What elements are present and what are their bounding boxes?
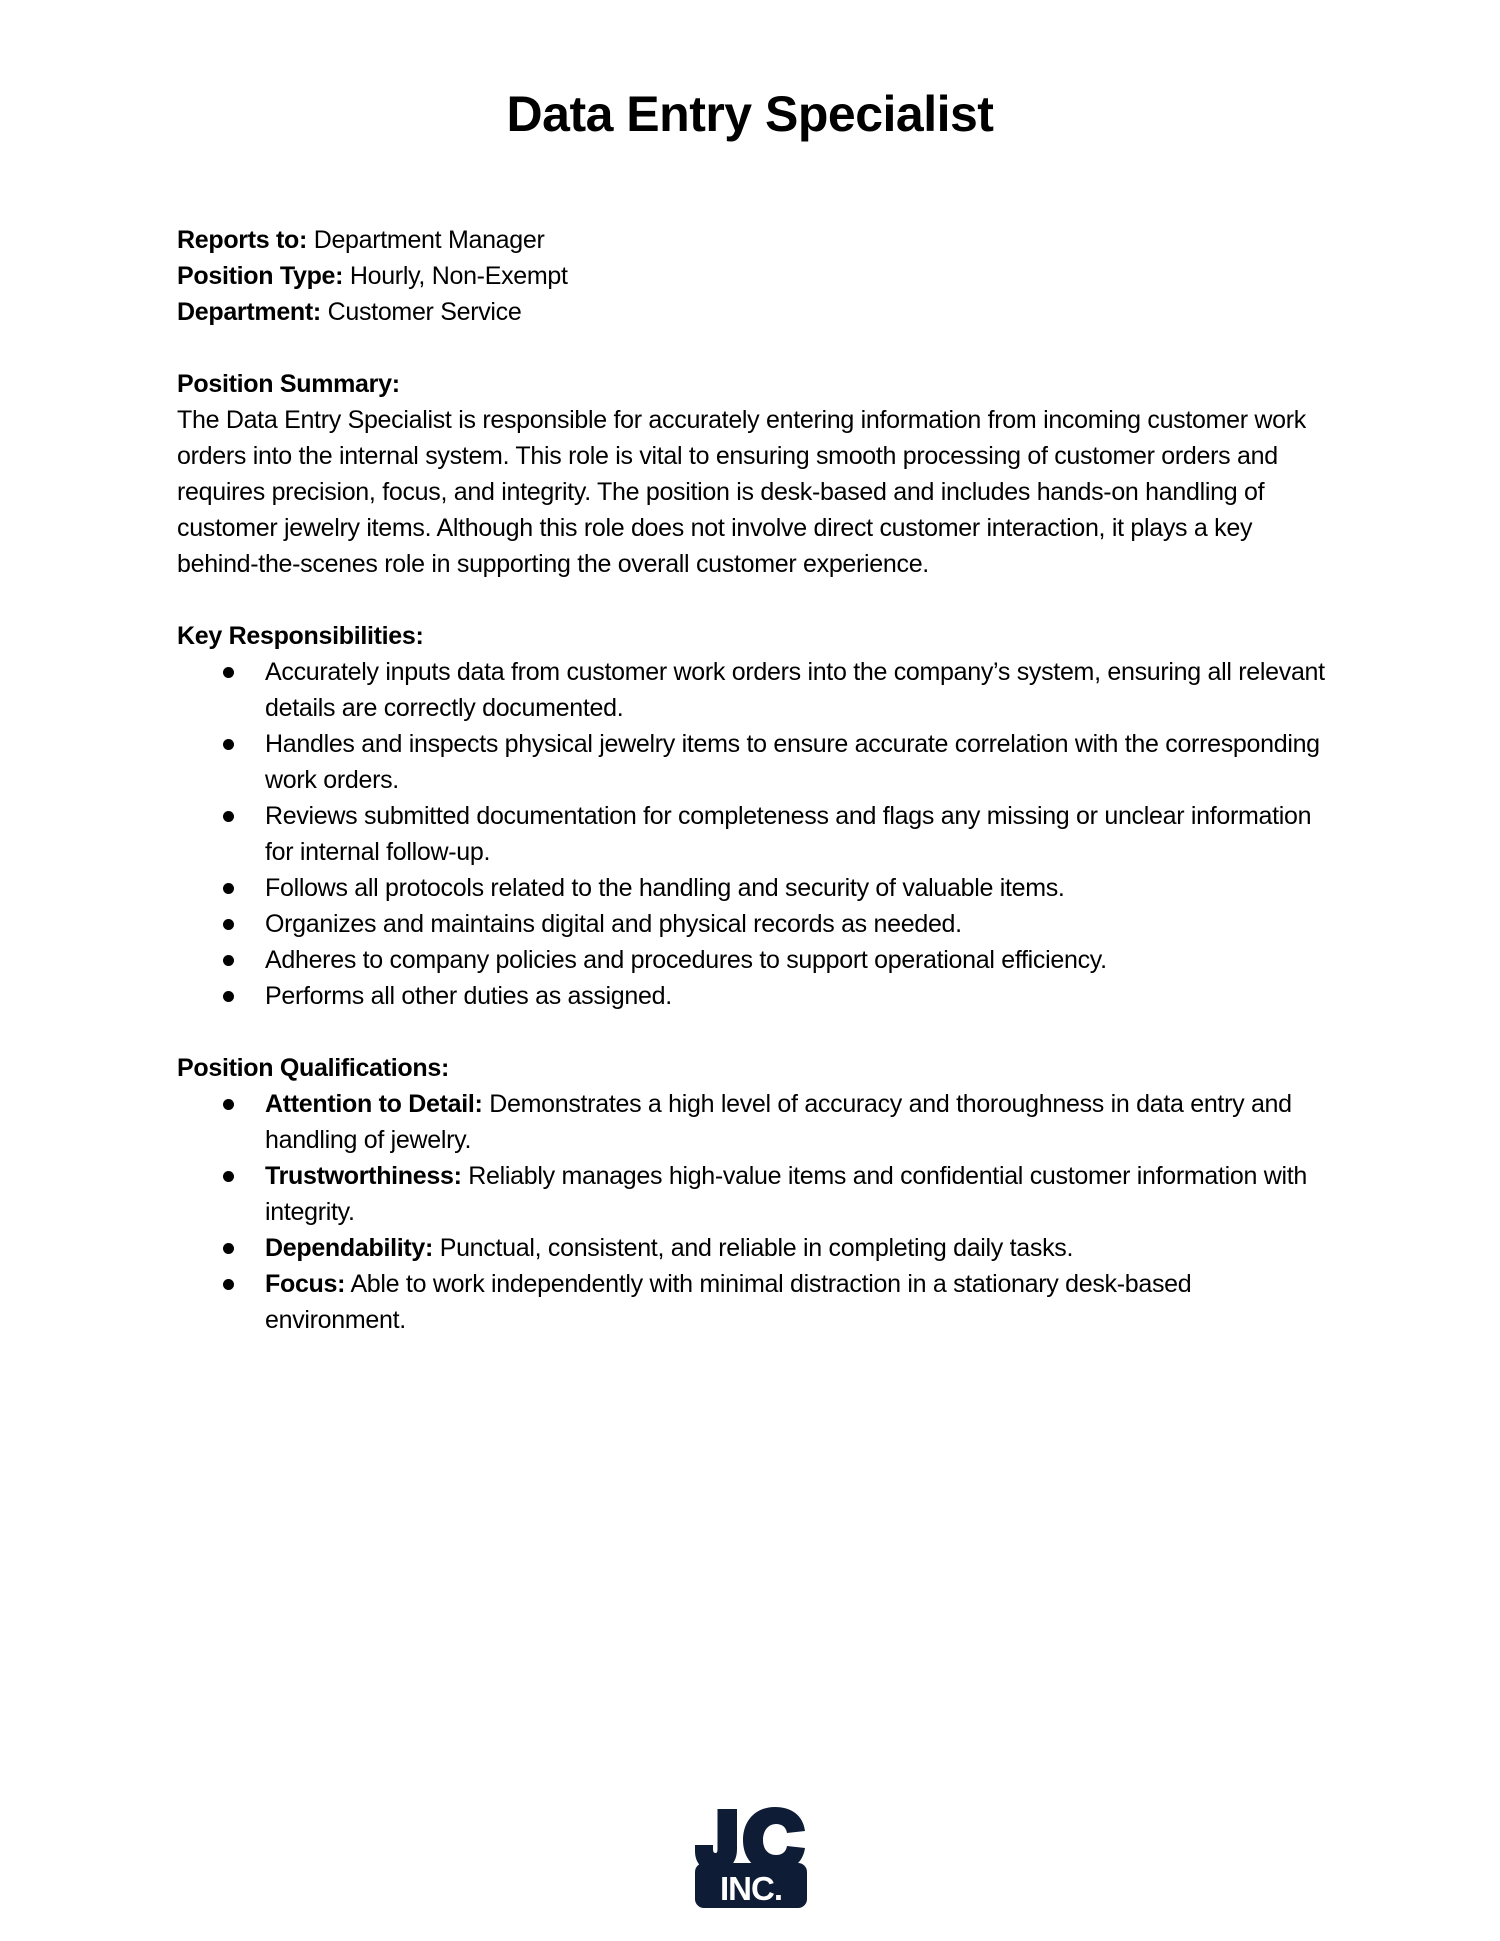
- bullet-icon: [223, 811, 234, 822]
- meta-position-type: [177, 258, 1327, 294]
- qualification-label: Dependability:: [265, 1234, 434, 1262]
- bullet-icon: [223, 1171, 234, 1182]
- list-item-text: Follows all protocols related to the handling and security of valuable items.: [265, 874, 1065, 902]
- qualification-text: Demonstrates a high level of accuracy and thoroughness in data entry and handling of jewelry.: [265, 1090, 1292, 1154]
- document-body: [177, 222, 1327, 1338]
- list-item: [177, 726, 1325, 798]
- list-item: [177, 1230, 1325, 1266]
- bullet-icon: [223, 739, 234, 750]
- meta-value: Customer Service: [327, 298, 522, 326]
- qualification-label: Focus:: [265, 1270, 346, 1298]
- list-item: [177, 1266, 1325, 1338]
- spacer: [177, 1014, 1327, 1050]
- list-item: [177, 1158, 1325, 1230]
- list-item-text: Handles and inspects physical jewelry items to ensure accurate correlation with the corresponding work orders.: [265, 730, 1320, 794]
- list-item: [177, 906, 1325, 942]
- spacer: [177, 330, 1327, 366]
- bullet-icon: [223, 667, 234, 678]
- bullet-icon: [223, 1243, 234, 1254]
- meta-label: Reports to:: [177, 226, 308, 254]
- list-item-text: Adheres to company policies and procedures to support operational efficiency.: [265, 946, 1107, 974]
- meta-label: Department:: [177, 298, 321, 326]
- qualifications-list: [177, 1086, 1327, 1338]
- document-title: Data Entry Specialist: [506, 86, 994, 142]
- bullet-icon: [223, 991, 234, 1002]
- bullet-icon: [223, 1099, 234, 1110]
- svg-text:INC.: INC.: [720, 1870, 782, 1907]
- company-logo: [693, 1805, 809, 1908]
- meta-value: Hourly, Non-Exempt: [349, 262, 568, 290]
- list-item: [177, 798, 1325, 870]
- meta-label: Position Type:: [177, 262, 344, 290]
- list-item-text: Performs all other duties as assigned.: [265, 982, 672, 1010]
- list-item-text: Accurately inputs data from customer work orders into the company’s system, ensuring all relevant details are correctly documented.: [265, 658, 1325, 722]
- qualification-text: Punctual, consistent, and reliable in completing daily tasks.: [439, 1234, 1074, 1262]
- meta-value: Department Manager: [313, 226, 545, 254]
- qualification-label: Trustworthiness:: [265, 1162, 462, 1190]
- meta-reports-to: [177, 222, 1327, 258]
- list-item: [177, 654, 1325, 726]
- spacer: [177, 582, 1327, 618]
- qualification-text: Able to work independently with minimal distraction in a stationary desk-based environment.: [265, 1270, 1192, 1334]
- jc-inc-logo-icon: [693, 1805, 809, 1908]
- qualifications-heading: Position Qualifications:: [177, 1054, 449, 1082]
- list-item-text: Reviews submitted documentation for completeness and flags any missing or unclear information for internal follow-up.: [265, 802, 1312, 866]
- summary-text: The Data Entry Specialist is responsible for accurately entering information from incoming customer work orders into the internal system. This role is vital to ensuring smooth processing of customer orders and requires precision, focus, and integrity. The position is desk-based and includes hands-on handling of customer jewelry items. Although this role does not involve direct customer interaction, it plays a key behind-the-scenes role in supporting the overall customer experience.: [177, 406, 1307, 578]
- meta-department: [177, 294, 1327, 330]
- list-item-text: Organizes and maintains digital and physical records as needed.: [265, 910, 962, 938]
- bullet-icon: [223, 955, 234, 966]
- qualification-text: Reliably manages high-value items and confidential customer information with integrity.: [265, 1162, 1308, 1226]
- responsibilities-heading: Key Responsibilities:: [177, 622, 424, 650]
- list-item: [177, 870, 1325, 906]
- list-item: [177, 1086, 1325, 1158]
- bullet-icon: [223, 919, 234, 930]
- summary-heading: Position Summary:: [177, 370, 400, 398]
- list-item: [177, 978, 1325, 1014]
- bullet-icon: [223, 883, 234, 894]
- bullet-icon: [223, 1279, 234, 1290]
- qualification-label: Attention to Detail:: [265, 1090, 483, 1118]
- responsibilities-list: [177, 654, 1327, 1014]
- list-item: [177, 942, 1325, 978]
